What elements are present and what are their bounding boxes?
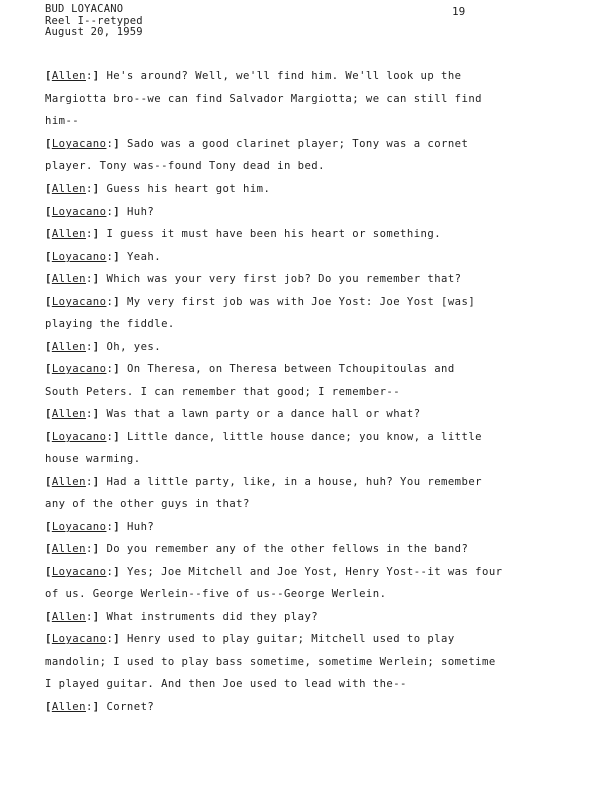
speaker-bracket-close: ] bbox=[92, 543, 100, 555]
transcript-line bbox=[45, 521, 154, 533]
speaker-bracket-close: ] bbox=[113, 431, 121, 443]
speaker-bracket-close: ] bbox=[113, 138, 121, 150]
speaker-name: Allen bbox=[51, 70, 86, 82]
speaker-bracket-open: [ bbox=[45, 273, 52, 285]
transcript-line bbox=[45, 296, 475, 308]
transcript-line bbox=[45, 656, 496, 668]
line-text: Sado was a good clarinet player; Tony was a cornet bbox=[126, 138, 469, 150]
line-text: Huh? bbox=[126, 206, 155, 218]
speaker-colon: : bbox=[85, 701, 93, 713]
line-text: He's around? Well, we'll find him. We'll look up the bbox=[106, 70, 462, 82]
speaker-name: Allen bbox=[51, 543, 86, 555]
speaker-name: Loyacano bbox=[51, 566, 107, 578]
transcript-line bbox=[45, 566, 502, 578]
transcript-line bbox=[45, 206, 154, 218]
speaker-name: Allen bbox=[51, 341, 86, 353]
transcript-line bbox=[45, 228, 441, 240]
line-text: Margiotta bro--we can find Salvador Margiotta; we can still find bbox=[45, 93, 482, 105]
speaker-label bbox=[45, 521, 120, 533]
line-text: mandolin; I used to play bass sometime, sometime Werlein; sometime bbox=[45, 656, 496, 668]
speaker-name: Loyacano bbox=[51, 138, 107, 150]
speaker-colon: : bbox=[106, 431, 114, 443]
transcript-line bbox=[45, 453, 141, 465]
speaker-bracket-close: ] bbox=[92, 70, 100, 82]
speaker-name: Allen bbox=[51, 701, 86, 713]
transcript-line bbox=[45, 251, 161, 263]
speaker-name: Loyacano bbox=[51, 633, 107, 645]
speaker-label bbox=[45, 408, 100, 420]
transcript-line bbox=[45, 273, 462, 285]
transcript-line bbox=[45, 701, 154, 713]
speaker-label bbox=[45, 476, 100, 488]
speaker-name: Loyacano bbox=[51, 206, 107, 218]
header-date: August 20, 1959 bbox=[45, 26, 143, 38]
speaker-label bbox=[45, 566, 120, 578]
speaker-colon: : bbox=[85, 70, 93, 82]
speaker-label bbox=[45, 228, 100, 240]
speaker-bracket-open: [ bbox=[45, 701, 52, 713]
line-text: What instruments did they play? bbox=[106, 611, 319, 623]
speaker-bracket-close: ] bbox=[113, 296, 121, 308]
transcript-line bbox=[45, 70, 462, 82]
speaker-bracket-open: [ bbox=[45, 251, 52, 263]
speaker-bracket-open: [ bbox=[45, 476, 52, 488]
speaker-bracket-open: [ bbox=[45, 138, 52, 150]
transcript-line bbox=[45, 543, 468, 555]
speaker-bracket-close: ] bbox=[92, 341, 100, 353]
speaker-label bbox=[45, 206, 120, 218]
line-text: South Peters. I can remember that good; I remember-- bbox=[45, 386, 401, 398]
speaker-bracket-close: ] bbox=[113, 363, 121, 375]
speaker-label bbox=[45, 273, 100, 285]
transcript-line bbox=[45, 363, 455, 375]
line-text: Had a little party, like, in a house, huh? You remember bbox=[106, 476, 482, 488]
speaker-label bbox=[45, 363, 120, 375]
speaker-colon: : bbox=[85, 476, 93, 488]
document-header bbox=[45, 4, 143, 39]
line-text: house warming. bbox=[45, 453, 141, 465]
speaker-colon: : bbox=[85, 228, 93, 240]
speaker-colon: : bbox=[106, 251, 114, 263]
speaker-name: Allen bbox=[51, 273, 86, 285]
speaker-bracket-open: [ bbox=[45, 521, 52, 533]
speaker-bracket-close: ] bbox=[113, 521, 121, 533]
transcript-line bbox=[45, 160, 325, 172]
speaker-label bbox=[45, 341, 100, 353]
line-text: Was that a lawn party or a dance hall or what? bbox=[106, 408, 421, 420]
speaker-label bbox=[45, 296, 120, 308]
speaker-colon: : bbox=[106, 633, 114, 645]
line-text: playing the fiddle. bbox=[45, 318, 175, 330]
speaker-bracket-open: [ bbox=[45, 408, 52, 420]
speaker-colon: : bbox=[106, 296, 114, 308]
speaker-colon: : bbox=[106, 206, 114, 218]
transcript-line bbox=[45, 611, 318, 623]
line-text: of us. George Werlein--five of us--George Werlein. bbox=[45, 588, 387, 600]
speaker-colon: : bbox=[85, 611, 93, 623]
transcript-line bbox=[45, 183, 270, 195]
speaker-bracket-close: ] bbox=[92, 611, 100, 623]
transcript-line bbox=[45, 431, 482, 443]
line-text: I played guitar. And then Joe used to lead with the-- bbox=[45, 678, 407, 690]
line-text: Guess his heart got him. bbox=[106, 183, 271, 195]
speaker-bracket-close: ] bbox=[92, 701, 100, 713]
speaker-name: Loyacano bbox=[51, 363, 107, 375]
speaker-label bbox=[45, 70, 100, 82]
speaker-colon: : bbox=[85, 408, 93, 420]
transcript-line bbox=[45, 633, 455, 645]
transcript-line bbox=[45, 498, 250, 510]
speaker-bracket-close: ] bbox=[113, 251, 121, 263]
speaker-name: Loyacano bbox=[51, 431, 107, 443]
line-text: Yes; Joe Mitchell and Joe Yost, Henry Yost--it was four bbox=[126, 566, 503, 578]
transcript-line bbox=[45, 138, 468, 150]
line-text: Henry used to play guitar; Mitchell used to play bbox=[126, 633, 455, 645]
speaker-bracket-open: [ bbox=[45, 228, 52, 240]
speaker-label bbox=[45, 138, 120, 150]
speaker-name: Allen bbox=[51, 183, 86, 195]
speaker-label bbox=[45, 633, 120, 645]
speaker-bracket-close: ] bbox=[113, 566, 121, 578]
speaker-colon: : bbox=[106, 566, 114, 578]
speaker-label bbox=[45, 251, 120, 263]
speaker-colon: : bbox=[85, 183, 93, 195]
transcript-line bbox=[45, 93, 482, 105]
speaker-name: Loyacano bbox=[51, 296, 107, 308]
speaker-colon: : bbox=[85, 273, 93, 285]
line-text: Cornet? bbox=[106, 701, 155, 713]
transcript-line bbox=[45, 588, 386, 600]
speaker-name: Loyacano bbox=[51, 521, 107, 533]
transcript-line bbox=[45, 408, 421, 420]
speaker-colon: : bbox=[106, 521, 114, 533]
line-text: Little dance, little house dance; you know, a little bbox=[126, 431, 482, 443]
speaker-colon: : bbox=[106, 363, 114, 375]
speaker-name: Allen bbox=[51, 228, 86, 240]
speaker-name: Allen bbox=[51, 611, 86, 623]
speaker-bracket-open: [ bbox=[45, 183, 52, 195]
speaker-bracket-open: [ bbox=[45, 566, 52, 578]
speaker-name: Allen bbox=[51, 408, 86, 420]
line-text: On Theresa, on Theresa between Tchoupitoulas and bbox=[126, 363, 455, 375]
speaker-bracket-close: ] bbox=[113, 633, 121, 645]
line-text: Which was your very first job? Do you remember that? bbox=[106, 273, 462, 285]
speaker-label bbox=[45, 701, 100, 713]
line-text: him-- bbox=[45, 115, 80, 127]
speaker-bracket-close: ] bbox=[92, 228, 100, 240]
page-number: 19 bbox=[452, 5, 466, 18]
line-text: Huh? bbox=[126, 521, 155, 533]
header-interviewee: BUD LOYACANO bbox=[45, 3, 124, 15]
speaker-bracket-close: ] bbox=[92, 476, 100, 488]
speaker-bracket-open: [ bbox=[45, 431, 52, 443]
speaker-bracket-open: [ bbox=[45, 611, 52, 623]
speaker-colon: : bbox=[106, 138, 114, 150]
speaker-name: Allen bbox=[51, 476, 86, 488]
speaker-bracket-close: ] bbox=[92, 273, 100, 285]
speaker-bracket-open: [ bbox=[45, 363, 52, 375]
transcript-line bbox=[45, 318, 175, 330]
speaker-bracket-open: [ bbox=[45, 206, 52, 218]
speaker-label bbox=[45, 611, 100, 623]
speaker-bracket-close: ] bbox=[92, 408, 100, 420]
line-text: Do you remember any of the other fellows in the band? bbox=[106, 543, 469, 555]
transcript-line bbox=[45, 386, 400, 398]
speaker-bracket-open: [ bbox=[45, 633, 52, 645]
speaker-bracket-close: ] bbox=[92, 183, 100, 195]
speaker-label bbox=[45, 431, 120, 443]
speaker-bracket-open: [ bbox=[45, 296, 52, 308]
speaker-bracket-open: [ bbox=[45, 341, 52, 353]
speaker-bracket-open: [ bbox=[45, 70, 52, 82]
speaker-label bbox=[45, 543, 100, 555]
transcript-line bbox=[45, 678, 407, 690]
speaker-colon: : bbox=[85, 543, 93, 555]
speaker-colon: : bbox=[85, 341, 93, 353]
speaker-name: Loyacano bbox=[51, 251, 107, 263]
line-text: any of the other guys in that? bbox=[45, 498, 250, 510]
line-text: Oh, yes. bbox=[106, 341, 162, 353]
speaker-bracket-open: [ bbox=[45, 543, 52, 555]
speaker-bracket-close: ] bbox=[113, 206, 121, 218]
transcript-line bbox=[45, 341, 161, 353]
transcript-line bbox=[45, 115, 79, 127]
line-text: I guess it must have been his heart or something. bbox=[106, 228, 442, 240]
line-text: player. Tony was--found Tony dead in bed. bbox=[45, 160, 325, 172]
speaker-label bbox=[45, 183, 100, 195]
line-text: My very first job was with Joe Yost: Joe Yost [was] bbox=[126, 296, 476, 308]
line-text: Yeah. bbox=[126, 251, 162, 263]
transcript-line bbox=[45, 476, 482, 488]
header-reel: Reel I--retyped bbox=[45, 14, 143, 27]
